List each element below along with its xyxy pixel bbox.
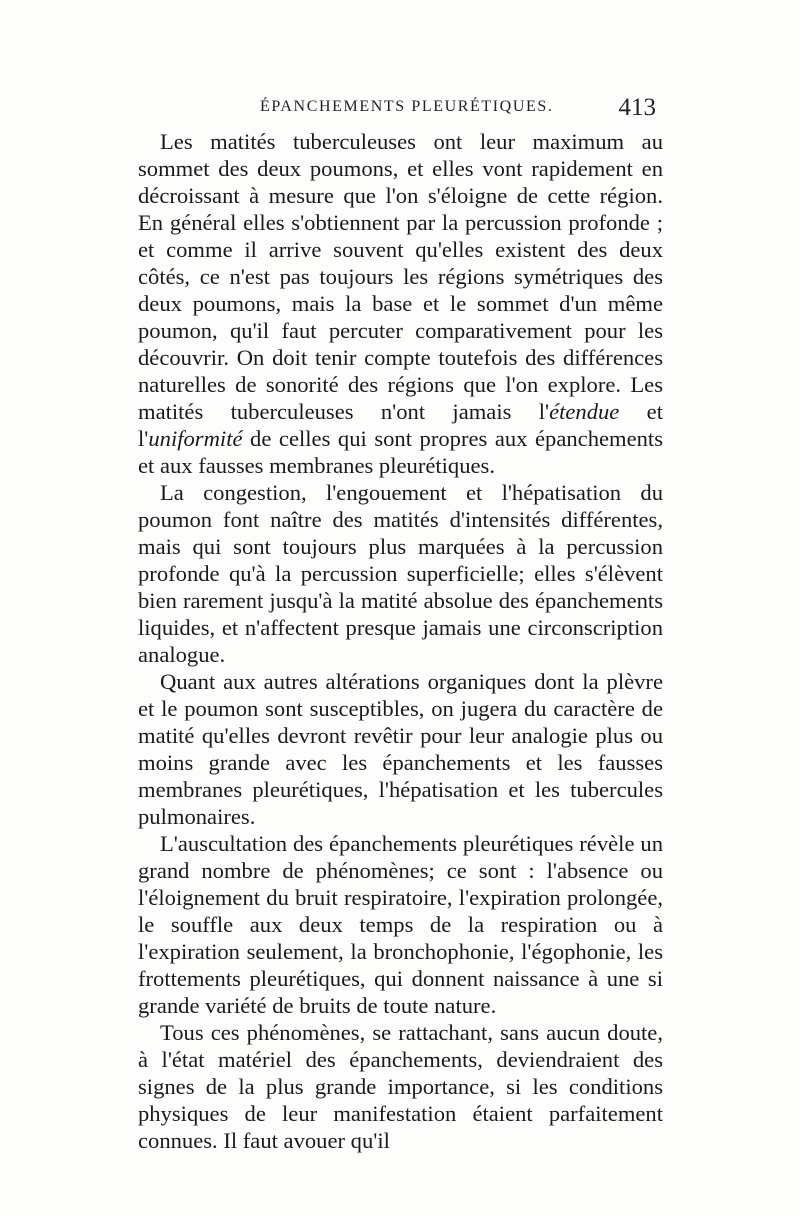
italic-term-uniformite: uniformité (148, 426, 243, 451)
paragraph-text: de celles qui sont propres aux épanchements et aux fausses membranes pleurétiques. (138, 426, 663, 478)
paragraph-tuberculous-dullness (138, 128, 663, 479)
paragraph-phenomena: Tous ces phénomènes, se rattachant, sans aucun doute, à l'état matériel des épanchements, deviendraient des signes de la plus grande importance, si les conditions physiques de leur manifestation étaient parfaitement connues. Il faut avouer qu'il (138, 1020, 663, 1153)
paragraph-auscultation: L'auscultation des épanchements pleurétiques révèle un grand nombre de phénomènes; ce sont : l'absence ou l'éloignement du bruit respiratoire, l'expiration prolongée, le souffle aux deux temps de la respiration ou à l'expiration seulement, la bronchophonie, l'égophonie, les frottements pleurétiques, qui donnent naissance à une si grande variété de bruits de toute nature. (138, 831, 663, 1018)
paragraph-other-alterations: Quant aux autres altérations organiques dont la plèvre et le poumon sont susceptibles, on jugera du caractère de matité qu'elles devront revêtir pour leur analogie plus ou moins grande avec les épanchements et les fausses membranes pleurétiques, l'hépatisation et les tubercules pulmonaires. (138, 669, 663, 829)
italic-term-etendue: étendue (549, 399, 620, 424)
paragraph-text: et l' (138, 399, 663, 451)
paragraph-text: Les matités tuberculeuses ont leur maximum au sommet des deux poumons, et elles vont rapidement en décroissant à mesure que l'on s'éloigne de cette région. En général elles s'obtiennent par la percussion profonde ; et comme il arrive souvent qu'elles existent des deux côtés, ce n'est pas toujours les régions symétriques des deux poumons, mais la base et le sommet d'un même poumon, qu'il faut percuter comparativement pour les découvrir. On doit tenir compte toutefois des différences naturelles de sonorité des régions que l'on explore. Les matités tuberculeuses n'ont jamais l' (138, 129, 663, 424)
running-head (140, 94, 660, 124)
paragraph-congestion: La congestion, l'engouement et l'hépatisation du poumon font naître des matités d'intensités différentes, mais qui sont toujours plus marquées à la percussion profonde qu'à la percussion superficielle; elles s'élèvent bien rarement jusqu'à la matité absolue des épanchements liquides, et n'affectent presque jamais une circonscription analogue. (138, 480, 663, 667)
page-number: 413 (618, 94, 656, 121)
running-title: ÉPANCHEMENTS PLEURÉTIQUES. (260, 98, 554, 115)
body-text (138, 128, 663, 1154)
